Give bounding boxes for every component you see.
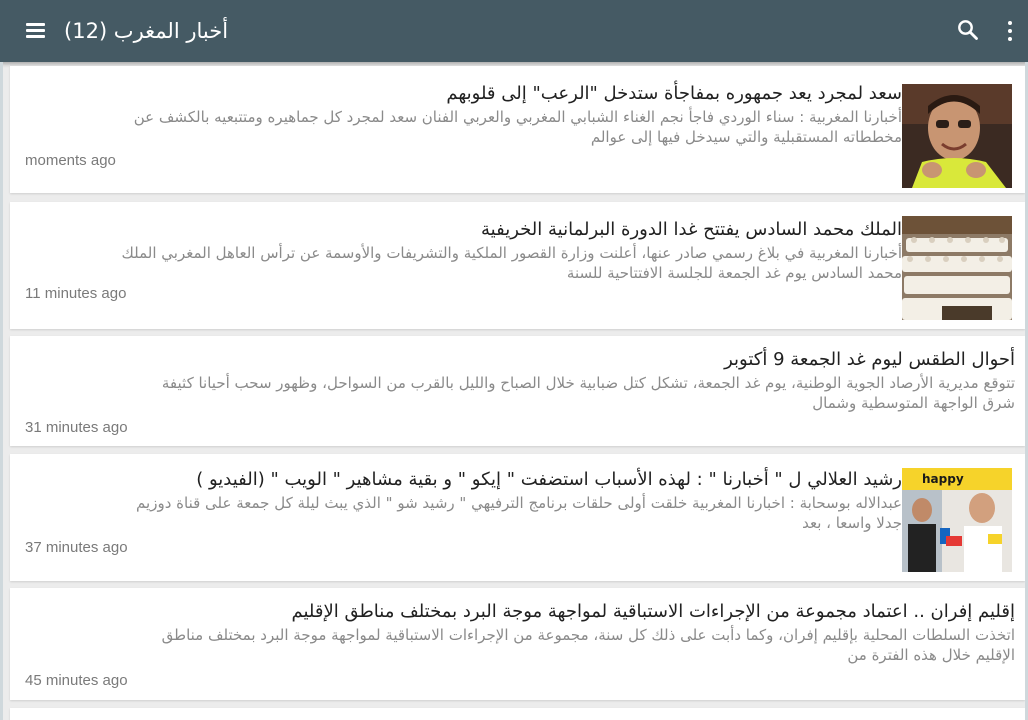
- news-card[interactable]: [10, 454, 1025, 581]
- news-card[interactable]: [10, 202, 1025, 329]
- article-summary: جدلا واسعا ، بعد: [802, 514, 902, 532]
- article-headline: رشيد العلالي ل " أخبارنا " : لهذه الأسباب استضفت " إيكو " و بقية مشاهير " الويب " (الفيديو ): [196, 469, 902, 490]
- article-summary: تتوقع مديرية الأرصاد الجوية الوطنية، يوم غد الجمعة، تشكل كتل ضبابية خلال الصباح والليل بالقرب من السواحل، وظهور سحب أحيانا كثيفة: [161, 374, 1015, 392]
- more-vert-icon[interactable]: [1000, 17, 1020, 45]
- thumbnail-caption: happy: [922, 472, 964, 486]
- news-card[interactable]: [10, 336, 1025, 446]
- article-summary: عبدالاله بوسحابة : اخبارنا المغربية خلقت أولى حلقات برنامج الترفيهي " رشيد شو " الذي يبث ليلة كل جمعة على قناة دوزيم: [136, 494, 902, 512]
- article-text: [40, 468, 902, 533]
- article-summary: الإقليم خلال هذه الفترة من: [847, 646, 1015, 664]
- article-time: 45 minutes ago: [25, 672, 128, 689]
- news-card[interactable]: [10, 708, 1025, 720]
- article-thumbnail: [902, 216, 1012, 320]
- article-text: [40, 82, 902, 147]
- article-summary: محمد السادس يوم غد الجمعة للجلسة الافتتاحية للسنة: [566, 264, 902, 282]
- article-headline: سعد لمجرد يعد جمهوره بمفاجأة ستدخل "الرعب" إلى قلوبهم: [446, 83, 902, 104]
- article-time: 11 minutes ago: [25, 285, 127, 302]
- article-thumbnail: [902, 84, 1012, 188]
- article-summary: شرق الواجهة المتوسطية وشمال: [812, 394, 1015, 412]
- article-headline: أحوال الطقس ليوم غد الجمعة 9 أكتوبر: [724, 349, 1015, 370]
- news-list[interactable]: [0, 62, 1028, 720]
- article-thumbnail: [902, 468, 1012, 572]
- article-time: moments ago: [25, 152, 116, 169]
- article-summary: أخبارنا المغربية : سناء الوردي فاجأ نجم الغناء الشبابي المغربي والعربي الفنان سعد لمجرد كل جماهيره ومتتبعيه بالكشف عن: [133, 108, 902, 126]
- news-card[interactable]: [10, 66, 1025, 193]
- article-summary: مخططاته المستقبلية والتي سيدخل فيها إلى عوالم: [590, 128, 902, 146]
- news-card[interactable]: [10, 588, 1025, 700]
- app-bar: [0, 0, 1028, 62]
- article-text: [40, 218, 902, 283]
- article-text: [40, 348, 1015, 413]
- article-summary: اتخذت السلطات المحلية بإقليم إفران، وكما دأبت على ذلك كل سنة، مجموعة من الإجراءات الاستباقية لمواجهة موجة البرد بمختلف مناطق: [161, 626, 1015, 644]
- hamburger-menu-icon[interactable]: [22, 17, 50, 45]
- article-text: [40, 600, 1015, 665]
- search-icon[interactable]: [955, 17, 981, 43]
- article-summary: أخبارنا المغربية في بلاغ رسمي صادر عنها، أعلنت وزارة القصور الملكية والتشريفات والأوسمة عن ترأس العاهل المغربي الملك: [121, 244, 902, 262]
- page-title: أخبار المغرب (12): [64, 19, 229, 43]
- article-time: 37 minutes ago: [25, 539, 128, 556]
- article-time: 31 minutes ago: [25, 419, 128, 436]
- article-headline: الملك محمد السادس يفتتح غدا الدورة البرلمانية الخريفية: [481, 219, 902, 240]
- article-headline: إقليم إفران .. اعتماد مجموعة من الإجراءات الاستباقية لمواجهة موجة البرد بمختلف مناطق الإقليم: [291, 601, 1015, 622]
